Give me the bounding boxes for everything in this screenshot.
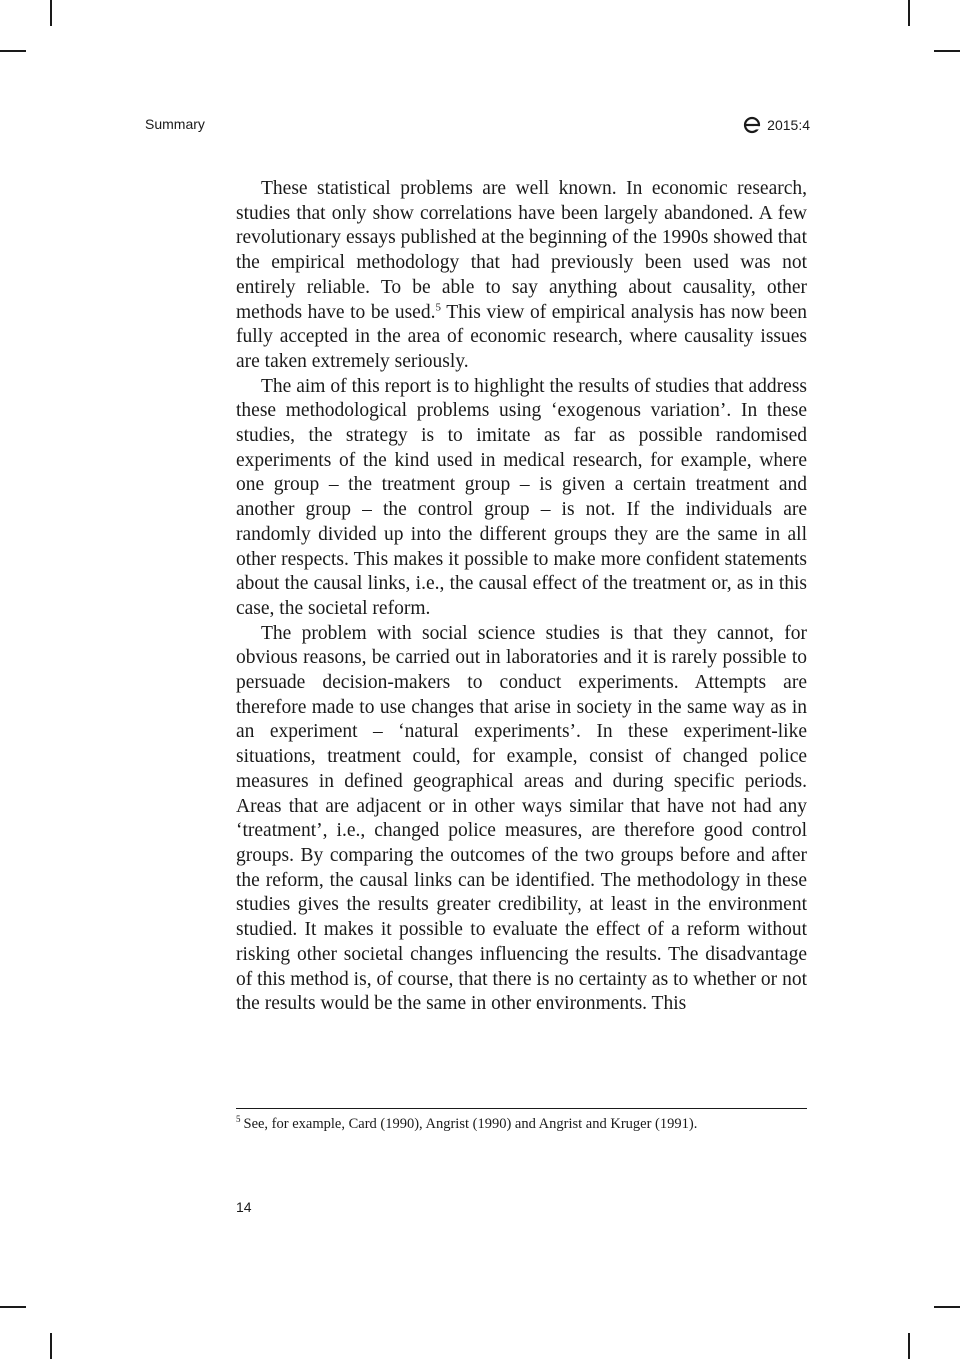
crop-mark bbox=[908, 1333, 910, 1359]
paragraph: The problem with social science studies is that they cannot, for obvious reasons, be carried out in laboratories and it is rarely possible to persuade decision-makers to conduct experiments. Attempts are therefore made to use changes that arise in society in the same way as in an experiment – ‘natural experiments’. In these experiment-like situations, treatment could, for example, consist of changed police measures in defined geographical areas and during specific periods. Areas that are adjacent or in other ways similar that have not had any ‘treatment’, i.e., changed police measures, are therefore good control groups. By comparing the outcomes of the two groups before and after the reform, the causal links can be identified. The methodology in these studies gives the results greater credibility, at least in the environment studied. It makes it possible to evaluate the effect of a reform without risking other societal changes influencing the results. The disadvantage of this method is, of course, that there is no certainty as to whether or not the results would be the same in other environments. This bbox=[236, 622, 807, 1015]
crop-mark bbox=[50, 0, 52, 26]
crop-mark bbox=[908, 0, 910, 26]
crop-mark bbox=[934, 50, 960, 52]
e-logo-icon bbox=[743, 116, 761, 134]
paragraph: The aim of this report is to highlight the results of studies that address these methodological problems using ‘exogenous variation’. In these studies, the strategy is to imitate as far as possible randomised experiments of the kind used in medical research, for example, where one group – the treatment group – is given a certain treatment and another group – the control group – is not. If the individuals are randomly divided up into the different groups they are the same in all other respects. This makes it possible to make more confident statements about the causal links, i.e., the causal effect of the treatment or, as in this case, the societal reform. bbox=[236, 375, 807, 619]
crop-mark bbox=[50, 1333, 52, 1359]
crop-mark bbox=[0, 50, 26, 52]
paragraph: These statistical problems are well known. In economic research, studies that only show correlations have been largely abandoned. A few revolutionary essays published at the beginning of the 1990s showed that the empirical methodology that had previously been used was not entirely reliable. To be able to say anything about causality, other methods have to be used.$^5$ This view of empirical analysis has now been fully accepted in the area of economic research, where causality issues are taken extremely seriously. bbox=[236, 178, 807, 372]
footnote-divider bbox=[236, 1108, 807, 1109]
crop-mark bbox=[0, 1306, 26, 1308]
footnote-number: 5 bbox=[236, 1114, 241, 1125]
running-header bbox=[145, 114, 810, 136]
footnote-reference[interactable]: 5 bbox=[435, 301, 441, 314]
footnote-text: See, for example, Card (1990), Angrist (1990) and Angrist and Kruger (1991). bbox=[243, 1116, 698, 1132]
section-title: Summary bbox=[145, 116, 205, 132]
issue-number: 2015:4 bbox=[767, 117, 810, 133]
issue-label bbox=[743, 116, 810, 134]
crop-mark bbox=[934, 1306, 960, 1308]
body-text bbox=[236, 177, 807, 1017]
page-number: 14 bbox=[236, 1199, 252, 1215]
footnote bbox=[236, 1115, 807, 1133]
